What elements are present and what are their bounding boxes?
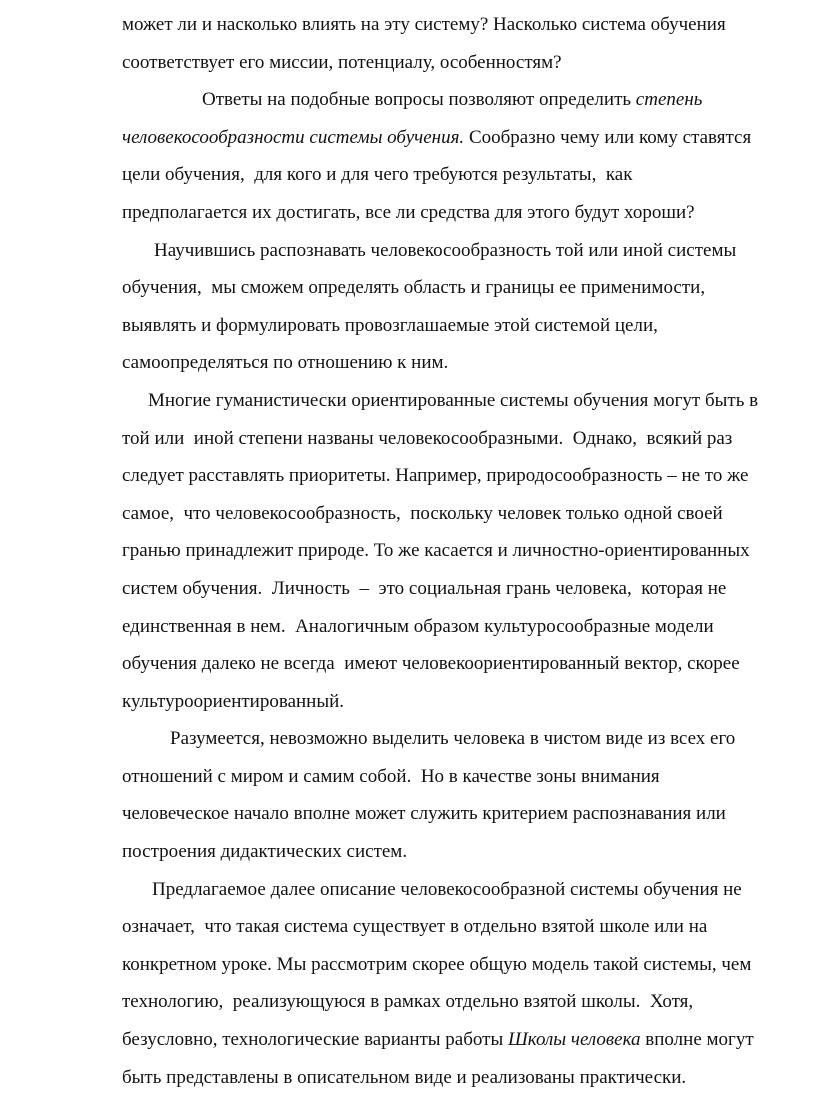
text-run: безусловно, технологические варианты работы	[122, 1029, 508, 1051]
text-run: самое, что человекосообразность, поскольку человек только одной своей	[122, 502, 723, 524]
text-run: следует расставлять приоритеты. Например, природосообразность – не то же	[122, 465, 749, 487]
text-line	[122, 44, 807, 82]
text-line	[122, 6, 807, 44]
text-run: Сообразно чему или кому ставятся	[464, 126, 752, 148]
paragraph	[122, 232, 807, 382]
text-run: означает, что такая система существует в отдельно взятой школе или на	[122, 916, 708, 938]
text-line	[122, 194, 807, 232]
document-page	[122, 6, 807, 1096]
text-line	[122, 269, 807, 307]
italic-text: степень	[635, 89, 703, 111]
text-line	[122, 232, 807, 270]
text-line	[122, 382, 807, 420]
text-run: систем обучения. Личность – это социальная грань человека, которая не	[122, 577, 727, 599]
text-run: вполне могут	[640, 1029, 754, 1051]
text-line	[122, 908, 807, 946]
text-run: Разумеется, невозможно выделить человека в чистом виде из всех его	[170, 728, 736, 750]
italic-text: Школы человека	[507, 1029, 641, 1051]
text-line	[122, 608, 807, 646]
text-line	[122, 1021, 807, 1059]
text-run: Предлагаемое далее описание человекосообразной системы обучения не	[152, 878, 742, 900]
text-line	[122, 532, 807, 570]
italic-text: человекосообразности системы обучения.	[122, 126, 465, 148]
text-run: самоопределяться по отношению к ним.	[122, 352, 449, 374]
paragraph	[122, 81, 807, 231]
text-line	[122, 1059, 807, 1096]
text-line	[122, 156, 807, 194]
text-run: технологию, реализующуюся в рамках отдельно взятой школы. Хотя,	[122, 991, 694, 1013]
text-run: конкретном уроке. Мы рассмотрим скорее общую модель такой системы, чем	[122, 953, 752, 975]
text-run: соответствует его миссии, потенциалу, особенностям?	[122, 51, 562, 73]
text-run: построения дидактических систем.	[122, 841, 408, 863]
text-run: выявлять и формулировать провозглашаемые этой системой цели,	[122, 314, 658, 336]
text-line	[122, 871, 807, 909]
paragraph	[122, 382, 807, 720]
text-line	[122, 495, 807, 533]
text-line	[122, 81, 807, 119]
text-line	[122, 983, 807, 1021]
paragraph	[122, 6, 807, 81]
paragraph	[122, 871, 807, 1096]
text-run: отношений с миром и самим собой. Но в качестве зоны внимания	[122, 765, 660, 787]
text-line	[122, 457, 807, 495]
text-line	[122, 720, 807, 758]
text-run: предполагается их достигать, все ли средства для этого будут хороши?	[122, 201, 695, 223]
text-line	[122, 645, 807, 683]
text-line	[122, 307, 807, 345]
text-run: человеческое начало вполне может служить критерием распознавания или	[122, 803, 726, 825]
text-run: Научившись распознавать человекосообразность той или иной системы	[154, 239, 737, 261]
text-line	[122, 946, 807, 984]
text-run: Многие гуманистически ориентированные системы обучения могут быть в	[148, 389, 759, 411]
text-line	[122, 420, 807, 458]
text-run: гранью принадлежит природе. То же касается и личностно-ориентированных	[122, 540, 750, 562]
text-line	[122, 119, 807, 157]
text-line	[122, 833, 807, 871]
text-line	[122, 795, 807, 833]
text-run: обучения, мы сможем определять область и границы ее применимости,	[122, 277, 706, 299]
text-run: Ответы на подобные вопросы позволяют определить	[202, 89, 636, 111]
paragraph	[122, 720, 807, 870]
text-run: единственная в нем. Аналогичным образом культуросообразные модели	[122, 615, 714, 637]
text-line	[122, 758, 807, 796]
text-line	[122, 344, 807, 382]
text-run: может ли и насколько влиять на эту систему? Насколько система обучения	[122, 14, 726, 35]
text-line	[122, 683, 807, 721]
text-run: той или иной степени названы человекосообразными. Однако, всякий раз	[122, 427, 733, 449]
text-run: быть представлены в описательном виде и реализованы практически.	[122, 1066, 687, 1088]
text-run: цели обучения, для кого и для чего требуются результаты, как	[122, 164, 633, 186]
text-run: культуроориентированный.	[122, 690, 345, 712]
text-run: обучения далеко не всегда имеют человекоориентированный вектор, скорее	[122, 653, 740, 675]
text-line	[122, 570, 807, 608]
